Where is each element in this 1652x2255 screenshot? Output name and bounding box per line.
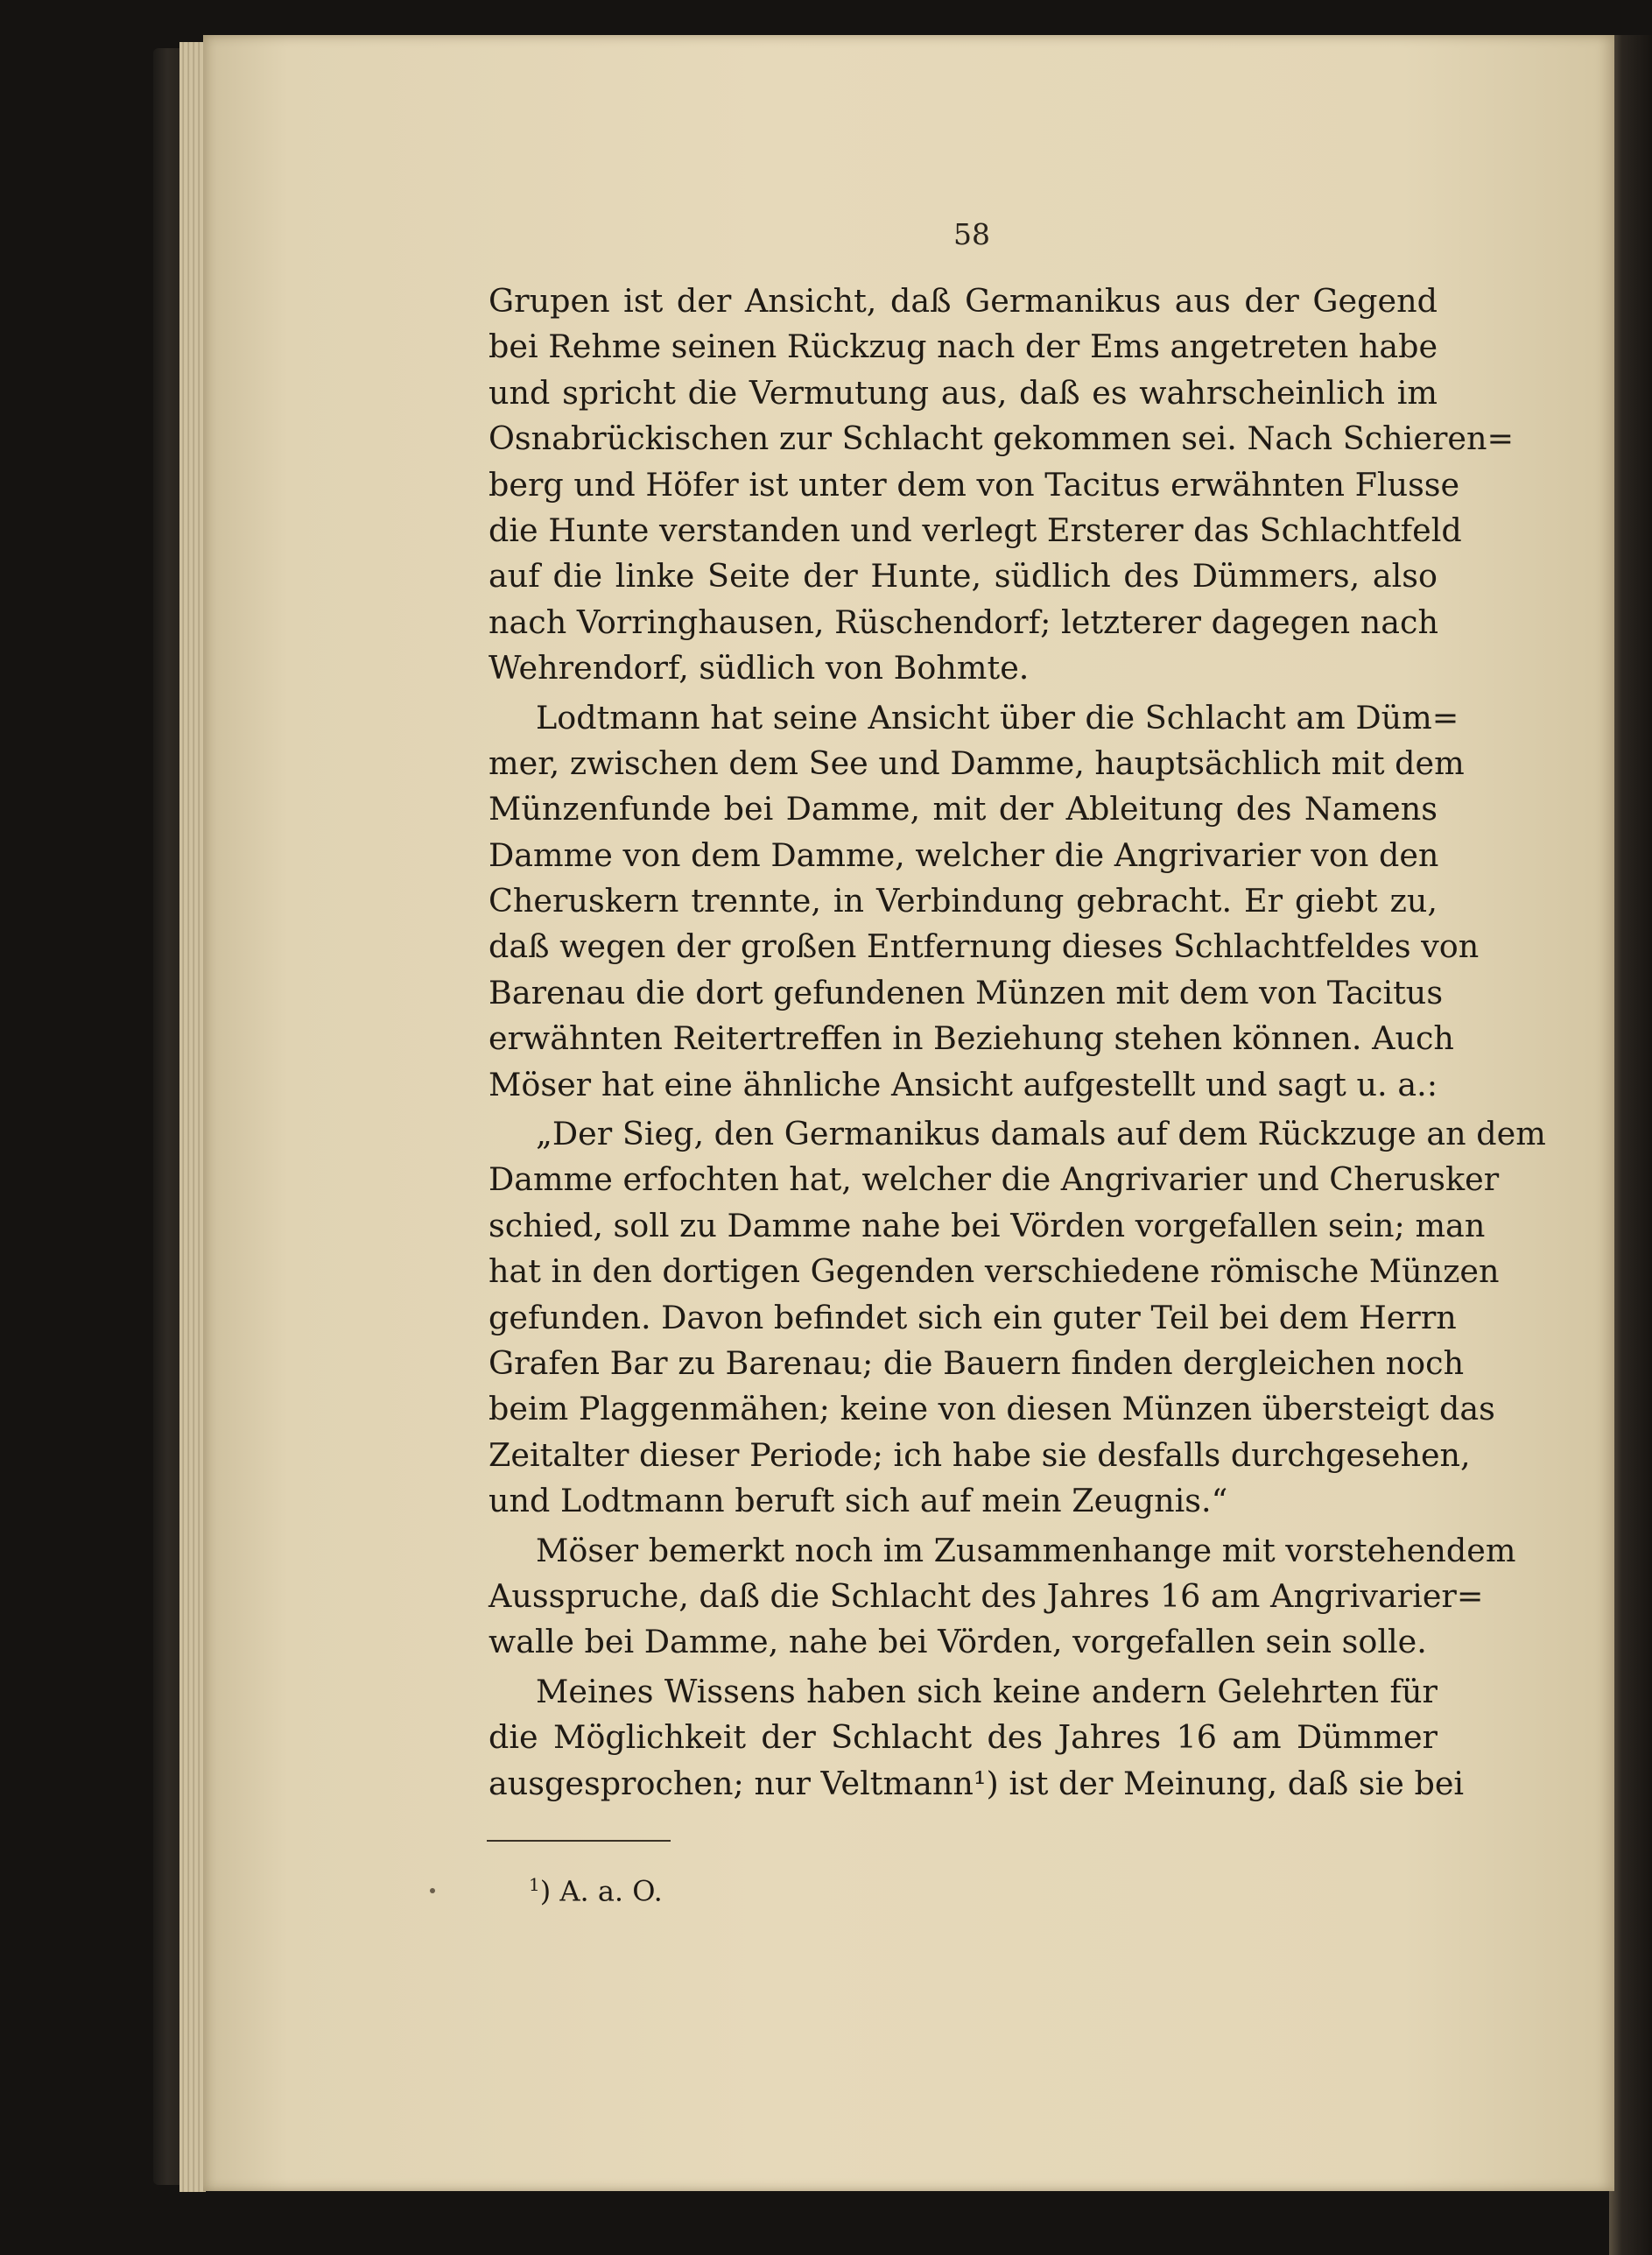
text-line: walle bei Damme, nahe bei Vörden, vorgefallen sein solle. (489, 1623, 1427, 1661)
text-line: „Der Sieg, den Germanikus damals auf dem Rückzuge an dem (536, 1115, 1546, 1153)
text-line: auf die linke Seite der Hunte, südlich des Dümmers, also (489, 557, 1438, 595)
text-line: berg und Höfer ist unter dem von Tacitus erwähnten Flusse (489, 465, 1460, 504)
text-line: Damme erfochten hat, welcher die Angrivarier und Cherusker (489, 1160, 1500, 1199)
text-line: Barenau die dort gefundenen Münzen mit dem von Tacitus (489, 973, 1444, 1011)
text-line: Wehrendorf, südlich von Bohmte. (489, 649, 1030, 687)
text-line: und spricht die Vermutung aus, daß es wahrscheinlich im (489, 373, 1438, 412)
text-line: Ausspruche, daß die Schlacht des Jahres 16 am Angrivarier= (489, 1576, 1484, 1615)
footnote-marker: 1 (529, 1874, 540, 1895)
text-line: Möser hat eine ähnliche Ansicht aufgestellt und sagt u. a.: (489, 1065, 1438, 1103)
text-line: nach Vorringhausen, Rüschendorf; letzterer dagegen nach (489, 603, 1438, 641)
text-line: erwähnten Reitertreffen in Beziehung stehen können. Auch (489, 1019, 1454, 1058)
body-text (489, 278, 1546, 1807)
text-line: gefunden. Davon befindet sich ein guter Teil bei dem Herrn (489, 1298, 1457, 1336)
text-line: Damme von dem Damme, welcher die Angrivarier von den (489, 835, 1439, 874)
text-line: Meines Wissens haben sich keine andern Gelehrten für (536, 1672, 1438, 1710)
text-line: Lodtmann hat seine Ansicht über die Schlacht am Düm= (536, 698, 1459, 736)
text-line: Zeitalter dieser Periode; ich habe sie desfalls durchgesehen, (489, 1435, 1471, 1474)
text-line: Grafen Bar zu Barenau; die Bauern finden dergleichen noch (489, 1343, 1465, 1382)
text-line: Cheruskern trennte, in Verbindung gebracht. Er giebt zu, (489, 882, 1438, 920)
text-line: Münzenfunde bei Damme, mit der Ableitung des Namens (489, 790, 1438, 828)
text-line: beim Plaggenmähen; keine von diesen Münzen übersteigt das (489, 1390, 1495, 1428)
text-line: die Möglichkeit der Schlacht des Jahres 16 am Dümmer (489, 1718, 1438, 1757)
text-line: Osnabrückischen zur Schlacht gekommen sei. Nach Schieren= (489, 419, 1515, 458)
footnote-rule (487, 1840, 671, 1842)
text-line: daß wegen der großen Entfernung dieses Schlachtfeldes von (489, 927, 1480, 966)
text-line: schied, soll zu Damme nahe bei Vörden vorgefallen sein; man (489, 1206, 1486, 1244)
text-line: die Hunte verstanden und verlegt Ersterer das Schlachtfeld (489, 511, 1462, 549)
text-line: ausgesprochen; nur Veltmann¹) ist der Meinung, daß sie bei (489, 1764, 1465, 1802)
text-line: Möser bemerkt noch im Zusammenhange mit vorstehendem (536, 1531, 1516, 1569)
text-line: Grupen ist der Ansicht, daß Germanikus aus der Gegend (489, 282, 1438, 320)
right-binding (1609, 35, 1652, 2255)
page-number: 58 (953, 217, 990, 251)
page-edges (179, 42, 206, 2192)
footnote-text: ) A. a. O. (539, 1874, 663, 1908)
text-line: und Lodtmann beruft sich auf mein Zeugnis.“ (489, 1482, 1228, 1520)
text-line: mer, zwischen dem See und Damme, hauptsächlich mit dem (489, 743, 1465, 782)
text-line: hat in den dortigen Gegenden verschiedene römische Münzen (489, 1252, 1500, 1291)
page-speck (430, 1888, 435, 1893)
text-line: bei Rehme seinen Rückzug nach der Ems angetreten habe (489, 328, 1438, 366)
footnote (529, 1874, 663, 1908)
